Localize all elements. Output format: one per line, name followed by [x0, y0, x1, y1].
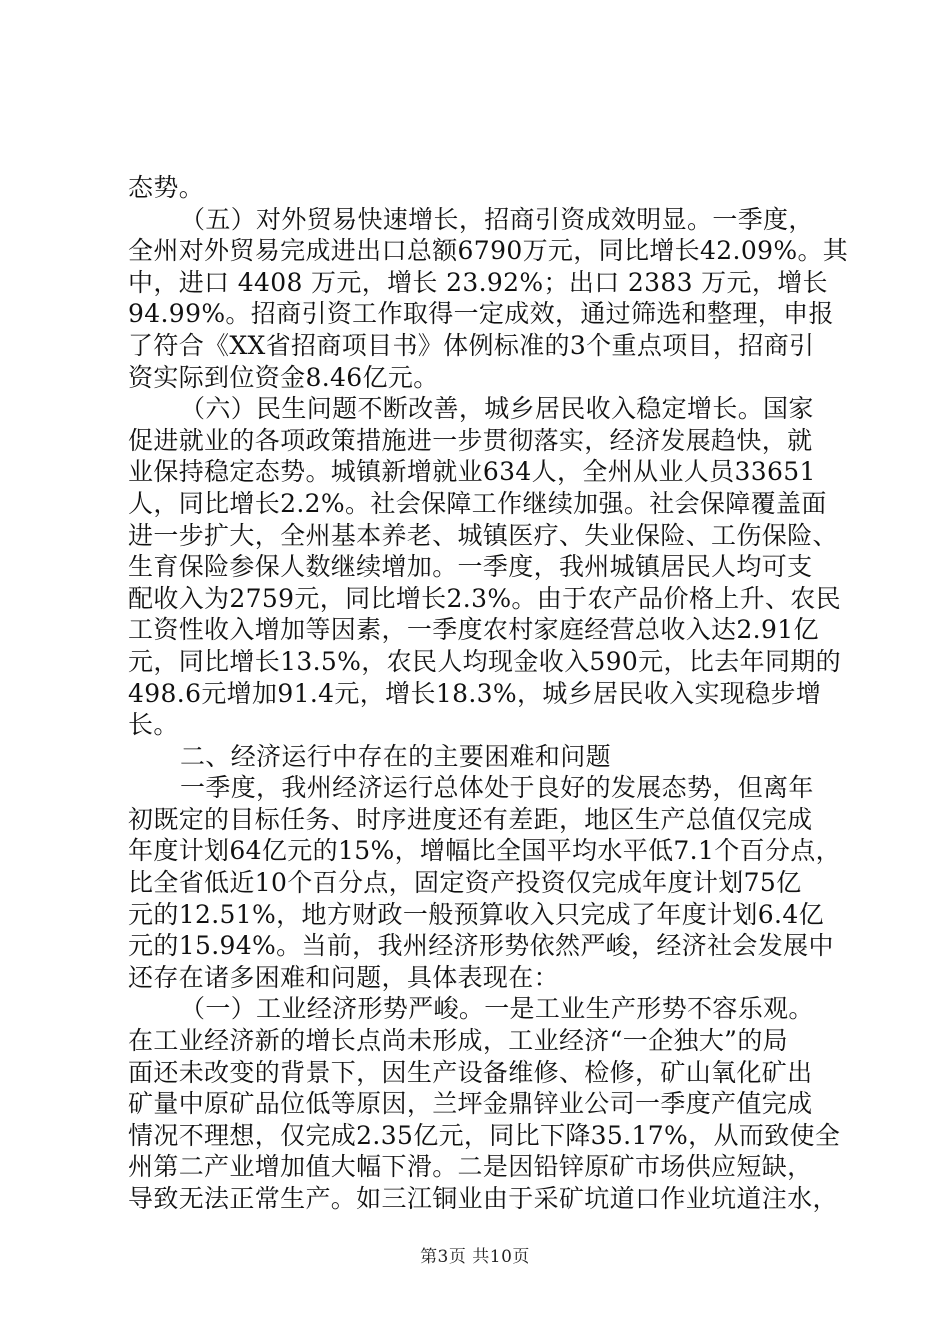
text-line: 元，同比增长13.5%，农民人均现金收入590元，比去年同期的: [128, 646, 841, 676]
text-line: 94.99%。招商引资工作取得一定成效，通过筛选和整理，申报: [128, 299, 834, 329]
text-line: 生育保险参保人数继续增加。一季度，我州城镇居民人均可支: [128, 552, 813, 582]
text-line: 工资性收入增加等因素，一季度农村家庭经营总收入达2.91亿: [128, 615, 819, 645]
text-line: 情况不理想，仅完成2.35亿元，同比下降35.17%，从而致使全: [128, 1120, 841, 1150]
document-body: [128, 172, 849, 1215]
text-line: （一）工业经济形势严峻。一是工业生产形势不容乐观。: [180, 994, 814, 1024]
page-footer: 第3页 共10页: [420, 1247, 530, 1267]
text-line: 态势。: [128, 173, 205, 202]
text-line: 二、经济运行中存在的主要困难和问题: [180, 741, 611, 771]
text-line: 面还未改变的背景下，因生产设备维修、检修，矿山氧化矿出: [128, 1057, 813, 1087]
text-line: 促进就业的各项政策措施进一步贯彻落实，经济发展趋快，就: [128, 425, 813, 455]
text-line: 中，进口 4408 万元，增长 23.92%；出口 2383 万元，增长: [128, 267, 828, 297]
text-line: 进一步扩大，全州基本养老、城镇医疗、失业保险、工伤保险、: [128, 520, 838, 550]
text-line: 人，同比增长2.2%。社会保障工作继续加强。社会保障覆盖面: [128, 488, 827, 518]
text-line: 矿量中原矿品位低等原因，兰坪金鼎锌业公司一季度产值完成: [128, 1089, 813, 1119]
text-line: 在工业经济新的增长点尚未形成，工业经济“一企独大”的局: [128, 1026, 789, 1056]
text-line: 还存在诸多困难和问题，具体表现在：: [128, 962, 559, 992]
text-line: 了符合《XX省招商项目书》体例标准的3个重点项目，招商引: [128, 330, 815, 360]
text-line: 元的12.51%，地方财政一般预算收入只完成了年度计划6.4亿: [128, 899, 824, 929]
text-line: 州第二产业增加值大幅下滑。二是因铅锌原矿市场供应短缺，: [128, 1152, 813, 1182]
text-line: 长。: [128, 710, 179, 740]
text-line: 全州对外贸易完成进出口总额6790万元，同比增长42.09%。其: [128, 236, 849, 266]
text-line: 498.6元增加91.4元，增长18.3%，城乡居民收入实现稳步增: [128, 678, 822, 708]
text-line: 比全省低近10个百分点，固定资产投资仅完成年度计划75亿: [128, 868, 802, 898]
text-line: （五）对外贸易快速增长，招商引资成效明显。一季度，: [180, 204, 814, 234]
text-line: 年度计划64亿元的15%，增幅比全国平均水平低7.1个百分点，: [128, 836, 841, 866]
text-line: （六）民生问题不断改善，城乡居民收入稳定增长。国家: [180, 394, 814, 424]
text-line: 业保持稳定态势。城镇新增就业634人，全州从业人员33651: [128, 457, 816, 487]
text-line: 一季度，我州经济运行总体处于良好的发展态势，但离年: [180, 773, 814, 803]
text-line: 导致无法正常生产。如三江铜业由于采矿坑道口作业坑道注水，: [128, 1184, 838, 1213]
text-line: 元的15.94%。当前，我州经济形势依然严峻，经济社会发展中: [128, 931, 834, 961]
text-line: 配收入为2759元，同比增长2.3%。由于农产品价格上升、农民: [128, 583, 841, 613]
text-line: 初既定的目标任务、时序进度还有差距，地区生产总值仅完成: [128, 804, 813, 834]
text-line: 资实际到位资金8.46亿元。: [128, 362, 439, 392]
